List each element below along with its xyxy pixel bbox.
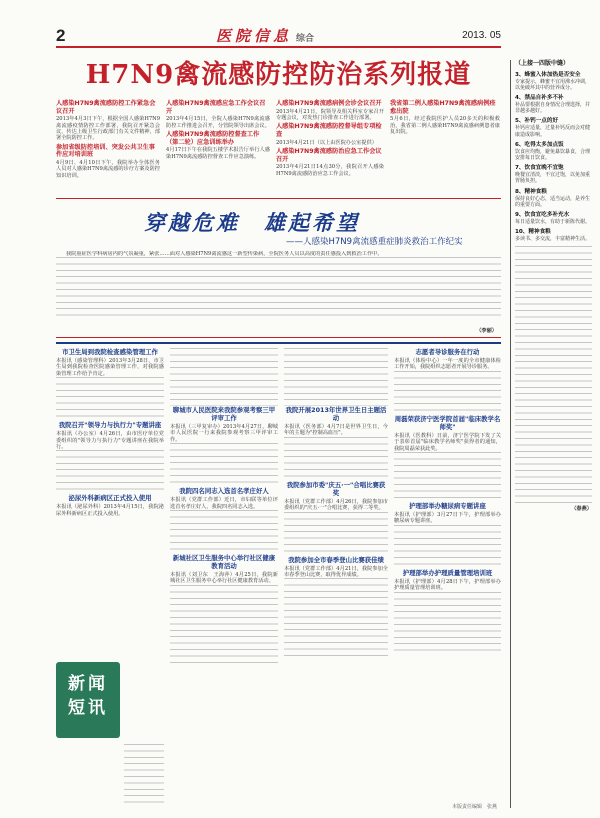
brief-text-lines [284, 348, 388, 406]
sidebar-text-lines [515, 246, 592, 506]
brief-item [284, 481, 388, 552]
brief-text: 本报讯（党群工作部）4月21日，我院参加全市春季登山比赛，取得优异成绩。 [284, 565, 388, 579]
series-banner [56, 54, 501, 96]
brief-text: 本报讯（护理部）3月27日下午，护理部举办糖尿病专题讲座。 [394, 512, 501, 525]
sidebar-item-text: 补品要根据自身情况合理选择，并非越多越好。 [515, 101, 591, 115]
brief-text-lines [170, 510, 278, 550]
sidebar-item-text: 饮食应均衡，避免暴饮暴食，合理安排每日饮食。 [515, 148, 591, 161]
article-column-1 [56, 98, 160, 196]
sidebar-item-title: 10、精神食粮 [515, 229, 551, 236]
issue-date: 2013. 05 [462, 30, 501, 41]
article-lead: 4月9日、4月10日下午，我院举办全体医务人员对人感染H7N9禽流感的诊疗方案及防控知识培训。 [56, 160, 160, 179]
article-headline: 人感染H7N9禽流感防控工作紧急会议召开 [56, 100, 156, 115]
brief-item [56, 421, 164, 490]
paper-name [216, 25, 314, 46]
feature-title: 穿越危难 雄起希望 [144, 210, 360, 235]
brief-item [170, 554, 278, 665]
brief-item [394, 569, 501, 652]
badge-line-2: 短讯 [68, 698, 108, 718]
sidebar-byline: （春燕） [571, 506, 592, 513]
brief-title: 我院参加全市春季登山比赛获佳绩 [288, 555, 384, 564]
sidebar-item-text: 晚餐宜清淡，不宜过饱，以免加重胃肠负担。 [515, 172, 591, 185]
brief-text-lines [394, 452, 501, 498]
brief-title: 我院召开"领导力与执行力"专题讲座 [58, 421, 162, 430]
feature-body [56, 251, 501, 331]
brief-item [394, 415, 501, 498]
brief-text-lines [56, 450, 164, 490]
feature-article [56, 198, 501, 338]
brief-text: 本报讯（党群工作部）4月26日，我院参加市委组织的"庆五·一"合唱比赛，获得二等奖。 [284, 498, 388, 512]
sidebar-item-title: 7、饮食宜晚不宜饱 [515, 165, 564, 172]
sidebar-item [515, 95, 592, 114]
brief-text-lines [284, 512, 388, 552]
brief-text: 本报讯（感染管理科）2013年3月28日，市卫生局到我院检查医院感染管理工作，对我院感染管理工作给予肯定。 [56, 358, 164, 377]
brief-title: 周磊荣获济宁医学院首届"临床教学名师奖" [394, 414, 501, 431]
article-headline: 人感染H7N9禽流感应急工作会议召开 [166, 100, 266, 115]
article-lead: 2013年4月3日下午，根据全国人感染H7N9禽流感疫情防控工作部署，我院召开紧急会议，传达上级卫生行政部门有关文件精神，部署全院防控工作。 [56, 116, 160, 142]
brief-item [394, 502, 501, 565]
brief-title: 泌尿外科新病区正式投入使用 [68, 494, 152, 503]
page-number: 2 [56, 26, 66, 45]
brief-title: 护理部举办糖尿病专题讲座 [409, 502, 486, 511]
sidebar-item-title: 5、补钙一点的好 [515, 118, 559, 125]
brief-item [284, 406, 388, 477]
brief-text: 本报讯（三甲复审办）2013年4月27日，聊城市人民医院一行来我院参观考察三甲评审工作。 [170, 424, 278, 443]
brief-text: 本报讯（医务部）4月7日是世界卫生日，今年的主题为"控制高血压"。 [284, 424, 388, 437]
news-briefs-section [56, 342, 501, 812]
sidebar-item-text: 专家提示，蜂蜜不宜用沸水冲调，以免破坏其中的营养成分。 [515, 78, 591, 91]
article-headline: 人感染H7N9禽流感防治应急工作会议召开 [276, 148, 382, 163]
briefs-column-4 [394, 348, 501, 808]
paper-name-text: 医院信息 [216, 27, 293, 45]
brief-item [170, 406, 278, 483]
article-headline: 我省第二例人感染H7N9禽流感病例痊愈出院 [390, 100, 496, 115]
article-column-4 [390, 98, 500, 196]
article-column-2 [166, 98, 270, 196]
brief-title: 志愿者导诊服务在行动 [415, 348, 480, 356]
sidebar-heading: （上接一四版中缝） [515, 60, 570, 67]
brief-item [56, 494, 164, 517]
brief-text-lines [170, 585, 278, 665]
feature-subtitle: ——人感染H7N9禽流感重症肺炎救治工作纪实 [286, 237, 463, 247]
brief-text: 本报讯（医教科）日前，济宁医学院下发了关于表彰首届"临床教学名师奖"获得者的通知，我院周磊荣获此奖。 [394, 432, 501, 452]
brief-title: 新城社区卫生服务中心举行社区健康教育活动 [172, 554, 276, 571]
sidebar-item-text: 每日适量饮水，有助于新陈代谢。 [515, 218, 591, 225]
sidebar-item-title: 8、精神食粮 [515, 188, 547, 195]
sidebar-item-text: 多读书、多交流，丰富精神生活。 [515, 236, 591, 243]
feature-body-text-lines [56, 257, 501, 317]
brief-text: 本报讯（泌尿外科）2013年4月15日，我院泌尿外科新病区正式投入使用。 [56, 504, 164, 517]
briefs-column-3 [284, 348, 388, 808]
sidebar-item [515, 118, 592, 137]
article-headline: 人感染H7N9禽流感防控督导组专项检查 [276, 123, 382, 138]
brief-text-lines [394, 525, 501, 565]
brief-text-lines [284, 437, 388, 477]
feature-byline: （李丽） [476, 327, 497, 334]
article-headline: 参加省级防控培训、突发公共卫生事件应对培训班 [56, 143, 155, 159]
article-lead: 5月6日，经过我院医护人员20多天的积极救治，我省第二例人感染H7N9禽流感病例患者康复出院。 [390, 116, 500, 135]
sidebar-item-title: 6、吃得太多加点饭 [515, 141, 564, 148]
sidebar-item-text: 补钙应适量，过量补钙反而会对健康造成影响。 [515, 125, 591, 138]
article-column-3 [276, 98, 384, 196]
article-lead: 2013年4月21日14点30分，我院召开人感染H7N9禽流感防治应急工作会议。 [276, 164, 384, 177]
brief-text-lines [394, 592, 501, 652]
brief-text-lines [56, 377, 164, 417]
news-briefs-badge [56, 662, 120, 738]
sidebar-item [515, 212, 592, 225]
feature-lead: 我院重症医学科病房内的气氛凝重，紧张……面对人感染H7N9禽流感这一新型传染病，全院医务人员以高度的责任感投入到救治工作中。 [66, 251, 383, 257]
briefs-column-1-tail [124, 744, 164, 808]
sidebar-item [515, 165, 592, 184]
brief-text-lines [124, 744, 164, 808]
brief-text-lines [170, 348, 278, 406]
sidebar-item [515, 189, 592, 208]
brief-item [394, 348, 501, 411]
brief-title: 聊城市人民医院来我院参观考察三甲评审工作 [172, 406, 276, 422]
article-lead: 4月17日下午在我院五楼学术报告厅举行人感染H7N9禽流感防控督查工作应急演练。 [166, 147, 270, 160]
sidebar-item-title: 4、禁品自补多不补 [515, 94, 564, 101]
brief-text-lines [284, 578, 388, 658]
page-header [56, 22, 501, 48]
health-tips-sidebar [510, 60, 592, 808]
article-lead: 2013年4月21日（以上由医院办公室提供） [276, 139, 377, 146]
sidebar-item-text: 保持良好心态，适当运动，是养生的重要方面。 [515, 195, 591, 208]
editor-note: 本版责任编辑 张燕 [451, 804, 497, 810]
sidebar-item-title: 3、蜂蜜入体加热是否安全 [515, 71, 581, 78]
sidebar-item [515, 142, 592, 161]
brief-text: 本报讯（办公室）4月26日，由市医疗单位党委组织的"领导力与执行力"专题讲座在我院举行。 [56, 431, 164, 451]
brief-item [284, 556, 388, 659]
brief-text: 本报讯（刘卫东 王海萍）4月25日，我院新城社区卫生服务中心举行社区健康教育活动。 [170, 572, 278, 585]
brief-title: 我院参加市委"庆五·一"合唱比赛获奖 [286, 480, 386, 497]
banner-title: H7N9禽流感防控防治系列报道 [85, 60, 472, 90]
brief-text: 本报讯（体检中心）一年一度的全市健康体检工作开始，我院组织志愿者开展导诊服务。 [394, 358, 501, 371]
briefs-column-2 [170, 348, 278, 808]
article-lead: 2013年4月21日，院领导及相关科室专家召开专题会议，对发热门诊排查工作进行部署。 [276, 108, 384, 121]
briefs-column-1 [56, 348, 164, 660]
article-headline: 人感染H7N9禽流感病例会诊会议召开 [276, 100, 382, 107]
sidebar-item-title: 9、饮食宜吃多补充水 [515, 211, 570, 218]
sidebar-item [515, 229, 592, 242]
brief-item [56, 348, 164, 417]
sidebar-item [515, 72, 592, 91]
brief-text: 本报讯（护理部）4月28日下午，护理部举办护理质量管理培训班。 [394, 578, 501, 592]
brief-text-lines [170, 443, 278, 483]
brief-title: 我院开展2013年世界卫生日主题活动 [285, 406, 387, 422]
brief-item [170, 487, 278, 550]
article-headline: 人感染H7N9禽流感防控督查工作（第二轮）应急训练举办 [166, 131, 260, 146]
brief-text: 本报讯（党群工作部）近日，市妇联等单位评选首名孝庄好人，我院四名同志入选。 [170, 497, 278, 510]
badge-line-1: 新闻 [68, 674, 108, 694]
brief-title: 护理部举办护理质量管理培训班 [402, 568, 493, 577]
brief-title: 我院四名同志入选首名孝庄好人 [179, 487, 269, 496]
brief-text-lines [394, 371, 501, 411]
section-tag: 综合 [296, 34, 315, 44]
article-lead: 2013年4月15日，全院人感染H7N9禽流感防控工作推进会召开，分管院领导出席会议。 [166, 116, 270, 129]
brief-title: 市卫生局到我院检查感染管理工作 [62, 348, 158, 356]
